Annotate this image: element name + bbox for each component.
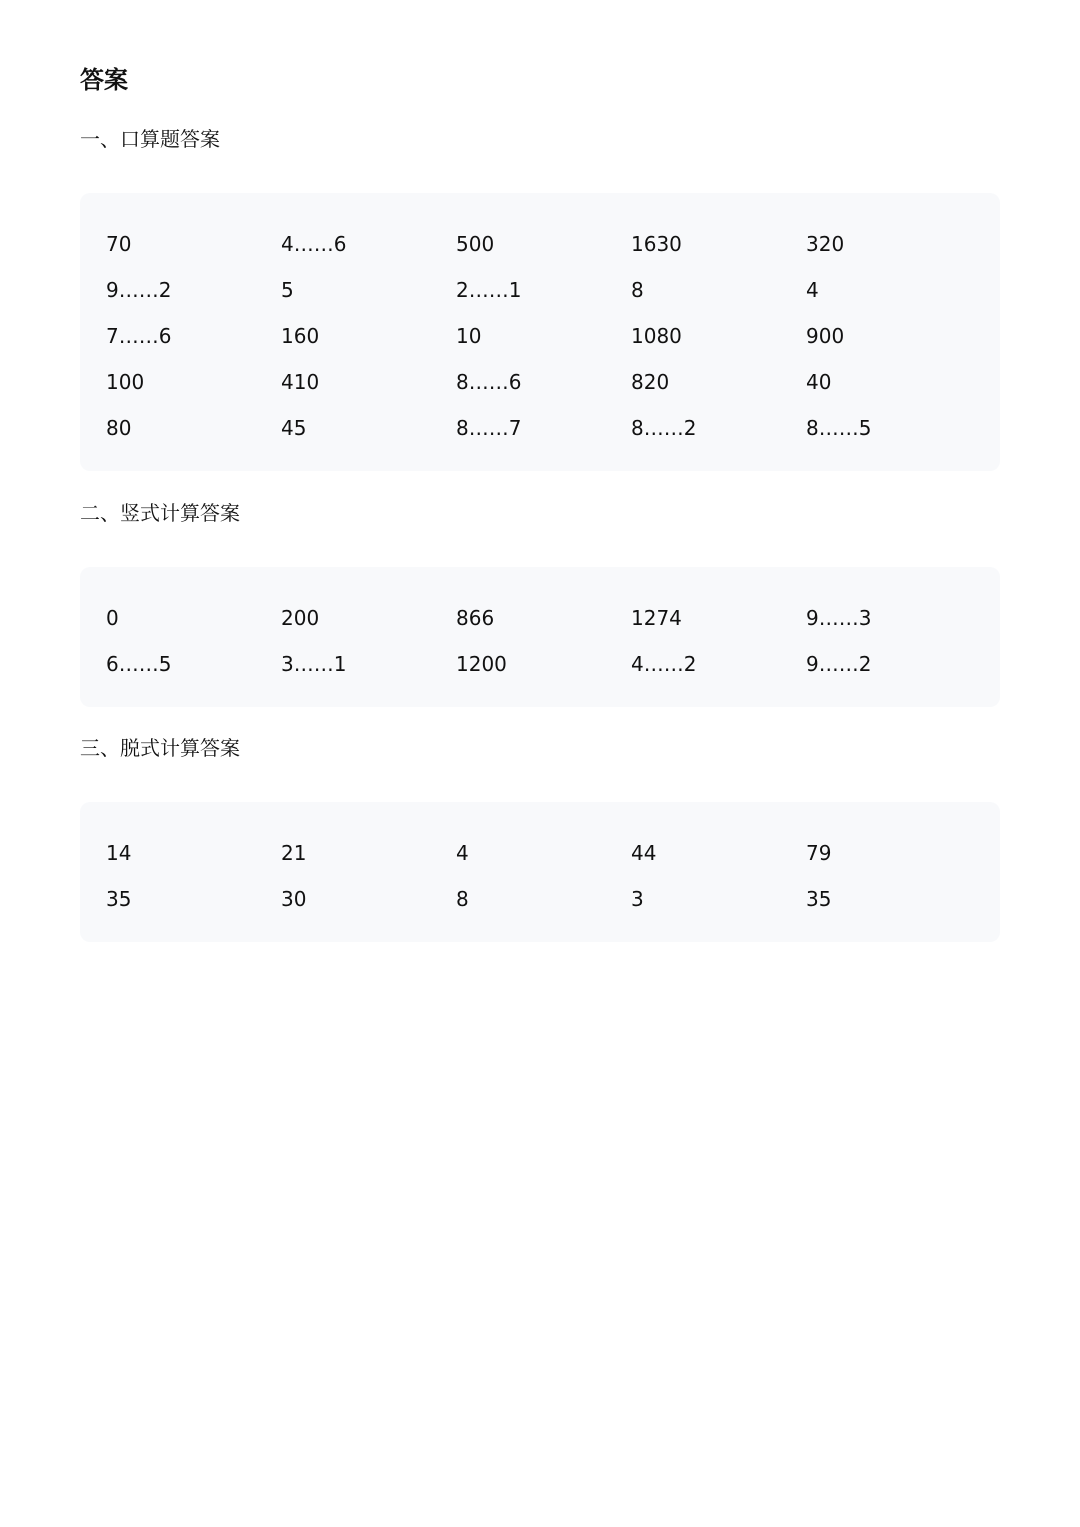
answer-cell: 9……2 xyxy=(106,278,172,302)
answer-cell: 820 xyxy=(631,370,670,394)
answer-cell: 0 xyxy=(106,606,119,630)
answer-cell: 40 xyxy=(806,370,832,394)
answer-cell: 9……3 xyxy=(806,606,872,630)
answer-cell: 3……1 xyxy=(281,652,347,676)
answer-cell: 4……6 xyxy=(281,232,347,256)
answer-row xyxy=(106,830,1000,876)
answer-cell: 1200 xyxy=(456,652,507,676)
answer-cell: 4……2 xyxy=(631,652,697,676)
answer-row xyxy=(106,405,1000,451)
answer-row xyxy=(106,359,1000,405)
answer-cell: 5 xyxy=(281,278,294,302)
answer-cell: 35 xyxy=(106,887,132,911)
answer-cell: 3 xyxy=(631,887,644,911)
answer-cell: 44 xyxy=(631,841,657,865)
answer-row xyxy=(106,313,1000,359)
answer-cell: 70 xyxy=(106,232,132,256)
answer-cell: 1080 xyxy=(631,324,682,348)
answer-cell: 100 xyxy=(106,370,145,394)
page-title: 答案 xyxy=(80,66,128,94)
answer-cell: 10 xyxy=(456,324,482,348)
answer-cell: 866 xyxy=(456,606,495,630)
answer-cell: 8……6 xyxy=(456,370,522,394)
section-heading-oral: 一、口算题答案 xyxy=(80,127,220,151)
answer-row xyxy=(106,595,1000,641)
answer-cell: 1630 xyxy=(631,232,682,256)
answer-cell: 8 xyxy=(456,887,469,911)
answer-cell: 8……7 xyxy=(456,416,522,440)
answer-cell: 45 xyxy=(281,416,307,440)
answer-cell: 14 xyxy=(106,841,132,865)
answer-cell: 80 xyxy=(106,416,132,440)
answer-cell: 500 xyxy=(456,232,495,256)
answer-row xyxy=(106,876,1000,922)
answer-cell: 30 xyxy=(281,887,307,911)
answer-cell: 6……5 xyxy=(106,652,172,676)
answer-cell: 8 xyxy=(631,278,644,302)
vertical-answers-box xyxy=(80,567,1000,707)
stepwise-answers-box xyxy=(80,802,1000,942)
answer-cell: 2……1 xyxy=(456,278,522,302)
answer-cell: 160 xyxy=(281,324,320,348)
answer-cell: 900 xyxy=(806,324,845,348)
answer-cell: 200 xyxy=(281,606,320,630)
answer-row xyxy=(106,221,1000,267)
answer-cell: 79 xyxy=(806,841,832,865)
answer-cell: 8……2 xyxy=(631,416,697,440)
answer-cell: 1274 xyxy=(631,606,682,630)
answer-cell: 410 xyxy=(281,370,320,394)
answer-cell: 21 xyxy=(281,841,307,865)
answer-cell: 8……5 xyxy=(806,416,872,440)
section-heading-vertical: 二、竖式计算答案 xyxy=(80,501,240,525)
answer-cell: 320 xyxy=(806,232,845,256)
section-heading-stepwise: 三、脱式计算答案 xyxy=(80,736,240,760)
answer-cell: 9……2 xyxy=(806,652,872,676)
answer-cell: 35 xyxy=(806,887,832,911)
answer-cell: 4 xyxy=(456,841,469,865)
answer-cell: 4 xyxy=(806,278,819,302)
answer-cell: 7……6 xyxy=(106,324,172,348)
answer-row xyxy=(106,641,1000,687)
answer-row xyxy=(106,267,1000,313)
oral-answers-box xyxy=(80,193,1000,471)
